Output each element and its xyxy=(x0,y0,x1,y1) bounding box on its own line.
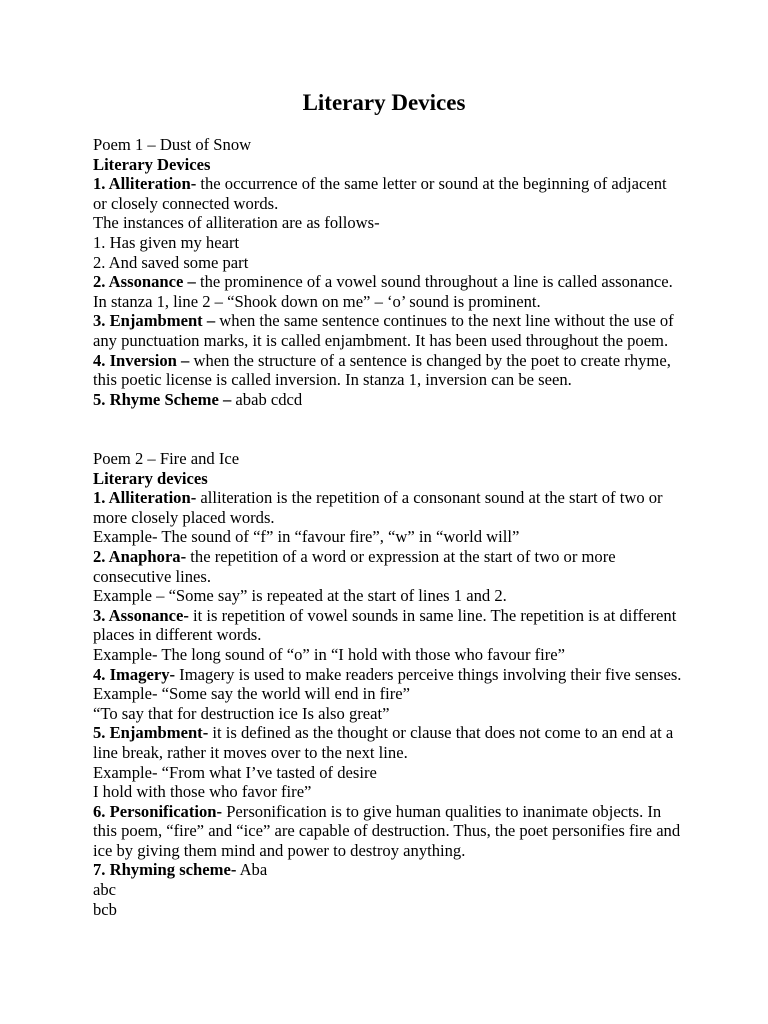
definition-text: when the structure of a sentence is changed by the poet to create rhyme, this poetic license is called inversion. In stanza 1, inversion can be seen. xyxy=(93,350,671,390)
definition-text: it is repetition of vowel sounds in same line. The repetition is at different places in different words. xyxy=(93,605,677,645)
poem2-assonance-example: Example- The long sound of “o” in “I hold with those who favour fire” xyxy=(93,644,566,664)
poem1-enjambment xyxy=(93,311,683,350)
poem2-alliteration-example: Example- The sound of “f” in “favour fire”, “w” in “world will” xyxy=(93,527,520,547)
definition-text: the repetition of a word or expression at the start of two or more consecutive lines. xyxy=(93,546,616,586)
definition-text: Aba xyxy=(236,860,268,880)
definition-text: it is defined as the thought or clause that does not come to an end at a line break, rather it moves over to the next line. xyxy=(93,723,674,762)
poem2-assonance xyxy=(93,606,683,645)
poem1-example-1: 1. Has given my heart xyxy=(93,232,240,252)
poem2-subheading: Literary devices xyxy=(93,468,208,488)
term-label: 5. Rhyme Scheme – xyxy=(93,389,232,409)
page-title: Literary Devices xyxy=(302,90,466,115)
poem1-rhyme-scheme xyxy=(93,390,683,410)
poem1-alliteration-intro: The instances of alliteration are as follows- xyxy=(93,213,380,233)
term-label: 4. Imagery- xyxy=(93,664,176,684)
term-label: 1. Alliteration- xyxy=(93,488,197,508)
term-label: 2. Anaphora- xyxy=(93,546,187,566)
poem2-rhyme-line-1: abc xyxy=(93,880,117,900)
term-label: 2. Assonance – xyxy=(93,272,196,292)
definition-text: when the same sentence continues to the next line without the use of any punctuation marks, it is called enjambment. It has been used throughout the poem. xyxy=(93,311,674,350)
poem2-enjambment-example-1: Example- “From what I’ve tasted of desire xyxy=(93,762,377,782)
poem1-assonance xyxy=(93,272,683,311)
poem2-anaphora-example: Example – “Some say” is repeated at the start of lines 1 and 2. xyxy=(93,586,507,606)
term-label: 6. Personification- xyxy=(93,801,223,821)
term-label: 3. Enjambment – xyxy=(93,311,216,331)
definition-text: Personification is to give human qualities to inanimate objects. In this poem, “fire” and “ice” are capable of destruction. Thus, the poet personifies fire and ice by giving them mind and power to destroy anything. xyxy=(93,801,681,860)
definition-text: alliteration is the repetition of a consonant sound at the start of two or more closely placed words. xyxy=(93,488,663,527)
poem1-inversion xyxy=(93,351,683,390)
definition-text: the occurrence of the same letter or sound at the beginning of adjacent or closely connected words. xyxy=(93,174,667,213)
poem1-alliteration xyxy=(93,174,683,213)
definition-text: abab cdcd xyxy=(231,389,303,409)
definition-text: Imagery is used to make readers perceive things involving their five senses. Example- “Some say the world will end in fire” xyxy=(93,664,682,704)
poem2-alliteration xyxy=(93,488,683,527)
poem2-imagery xyxy=(93,665,683,704)
term-label: 3. Assonance- xyxy=(93,605,189,625)
definition-text: the prominence of a vowel sound throughout a line is called assonance. In stanza 1, line 2 – “Shook down on me” – ‘o’ sound is prominent. xyxy=(93,272,673,311)
poem2-enjambment-example-2: I hold with those who favor fire” xyxy=(93,782,312,802)
poem2-section xyxy=(93,449,683,919)
term-label: 1. Alliteration- xyxy=(93,174,197,194)
poem1-heading: Poem 1 – Dust of Snow xyxy=(93,135,252,154)
poem2-rhyme-line-2: bcb xyxy=(93,899,117,919)
term-label: 5. Enjambment- xyxy=(93,723,209,743)
term-label: 4. Inversion – xyxy=(93,350,190,370)
poem2-enjambment xyxy=(93,723,683,762)
poem2-personification xyxy=(93,802,683,861)
poem2-rhyming-scheme xyxy=(93,860,683,880)
poem2-anaphora xyxy=(93,547,683,586)
poem1-subheading: Literary Devices xyxy=(93,154,211,174)
poem2-heading: Poem 2 – Fire and Ice xyxy=(93,449,240,468)
poem1-example-2: 2. And saved some part xyxy=(93,252,249,272)
poem2-imagery-example: “To say that for destruction ice Is also great” xyxy=(93,703,390,723)
poem1-section xyxy=(93,135,683,409)
term-label: 7. Rhyming scheme- xyxy=(93,860,237,880)
